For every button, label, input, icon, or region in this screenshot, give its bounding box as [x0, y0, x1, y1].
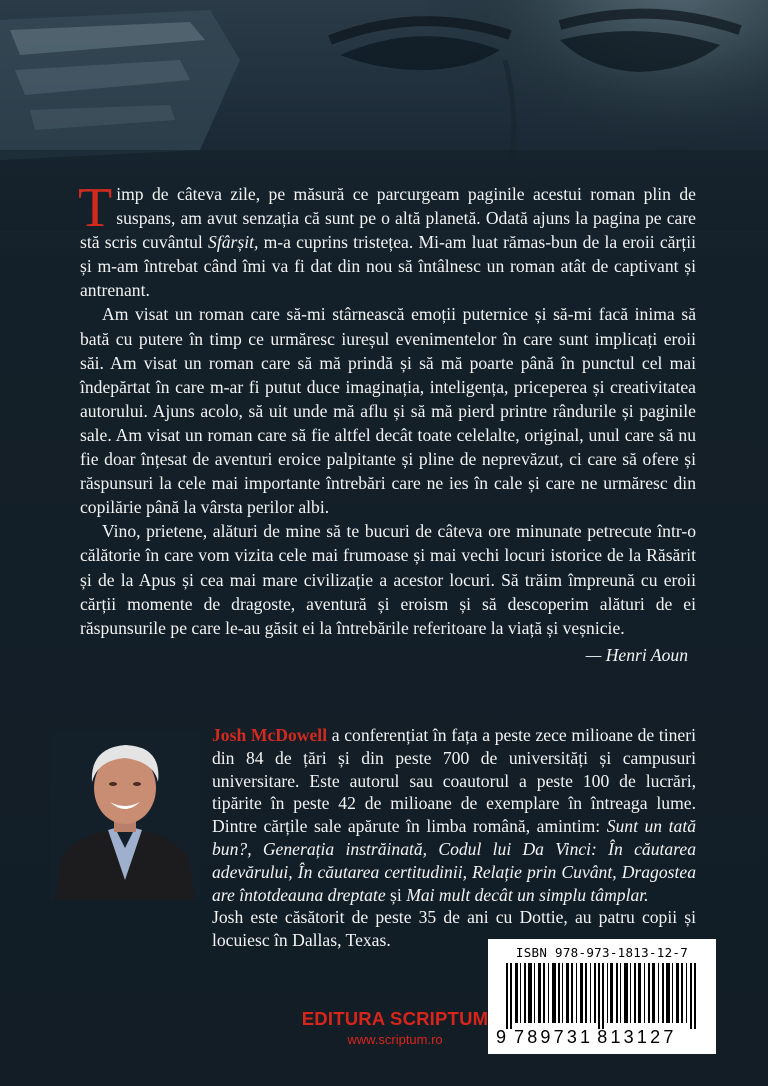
author-name: Josh McDowell [212, 725, 328, 745]
barcode-digit-group-2: 813127 [597, 1027, 677, 1047]
publisher-url: www.scriptum.ro [347, 1032, 443, 1047]
author-portrait-image [50, 730, 200, 900]
blurb-paragraph-1-end: m-a cuprins tristețea. Mi-am luat rămas-bun de la eroii cărții și m-am întrebat când îmi va fi dat din nou să întâlnesc un roman atât de captivant și antrenant. [80, 232, 696, 301]
blurb-signature: — Henri Aoun [585, 644, 688, 665]
author-photo [50, 730, 200, 900]
blurb-paragraph-1-text: imp de câteva zile, pe măsură ce parcurgeam paginile acestui roman plin de suspans, am avut senzația că sunt pe o altă planetă. Odată ajuns la pagina pe care stă scris cuvântul [80, 184, 696, 253]
bio-paragraph-1 [212, 724, 696, 906]
author-bio [212, 724, 696, 952]
bio-book-list: Sunt un tată bun?, Generația instrăinată, Codul lui Da Vinci: În căutarea adevărului, În căutarea certitudinii, Relație prin Cuvânt, Dragostea are întotdeauna dreptate [212, 816, 697, 905]
back-cover-blurb [78, 177, 696, 667]
publisher-block [280, 1008, 510, 1047]
blurb-paragraph-1 [78, 177, 696, 302]
isbn-barcode [488, 939, 716, 1054]
barcode-digit-group-1: 789731 [514, 1027, 594, 1047]
blurb-paragraph-2: Am visat un roman care să-mi stârnească emoții puternice și să-mi facă inima să bată cu putere în timp ce urmăresc iureșul evenimentelor în care sunt implicați eroii săi. Am visat un roman care să mă prindă și să mă poarte până în punctul cel mai îndepărtat în care m-ar fi putut duce imaginația, inteligența, priceperea și creativitatea autorului. Ajuns acolo, să uit unde mă aflu și să mă pierd printre rândurile și paginile sale. Am visat un roman care să fie altfel decât toate celelalte, original, unul care să nu fie doar înțesat de aventuri eroice palpitante și pline de neprevăzut, ci care să ofere și răspunsuri la cele mai importante întrebări care ne ies în cale și care ne urmăresc din copilărie până la vârsta perilor albi. [80, 304, 696, 518]
barcode-digits [496, 1027, 710, 1048]
isbn-label: ISBN 978-973-1813-12-7 [515, 945, 689, 960]
bio-text-1: a conferențiat în fața a peste zece milioane de tineri din 84 de țări și din peste 700 de universități și campusuri universitare. Este autorul sau coautorul a peste 100 de lucrări, tipărite în peste 42 de milioane de exemplare în întreaga lume. Dintre cărțile sale apărute în limba română, amintim: [212, 725, 696, 837]
barcode-digit-lead: 9 [496, 1027, 507, 1047]
bio-and: și [385, 884, 407, 905]
bio-last-book: Mai mult decât un simplu tâmplar. [406, 884, 649, 905]
blurb-paragraph-3: Vino, prietene, alături de mine să te bucuri de câteva ore minunate petrecute într-o călătorie în care vom vizita cele mai frumoase și mai vechi locuri istorice de la Răsărit și de la Apus și cea mai mare civilizație a acestor locuri. Să trăim împreună cu eroii cărții momente de dragoste, aventură și eroism și să descoperim alături de ei răspunsurile pe care le-au găsit ei la întrebările referitoare la viață și veșnicie. [80, 521, 696, 638]
bio-paragraph-2: Josh este căsătorit de peste 35 de ani cu Dottie, au patru copii și locuiesc în Dallas, Texas. [212, 907, 696, 951]
publisher-name: EDITURA SCRIPTUM [301, 1008, 489, 1029]
blurb-italic-word: Sfârșit, [208, 232, 259, 253]
barcode-bars [498, 963, 706, 1029]
drop-cap: T [78, 177, 113, 239]
